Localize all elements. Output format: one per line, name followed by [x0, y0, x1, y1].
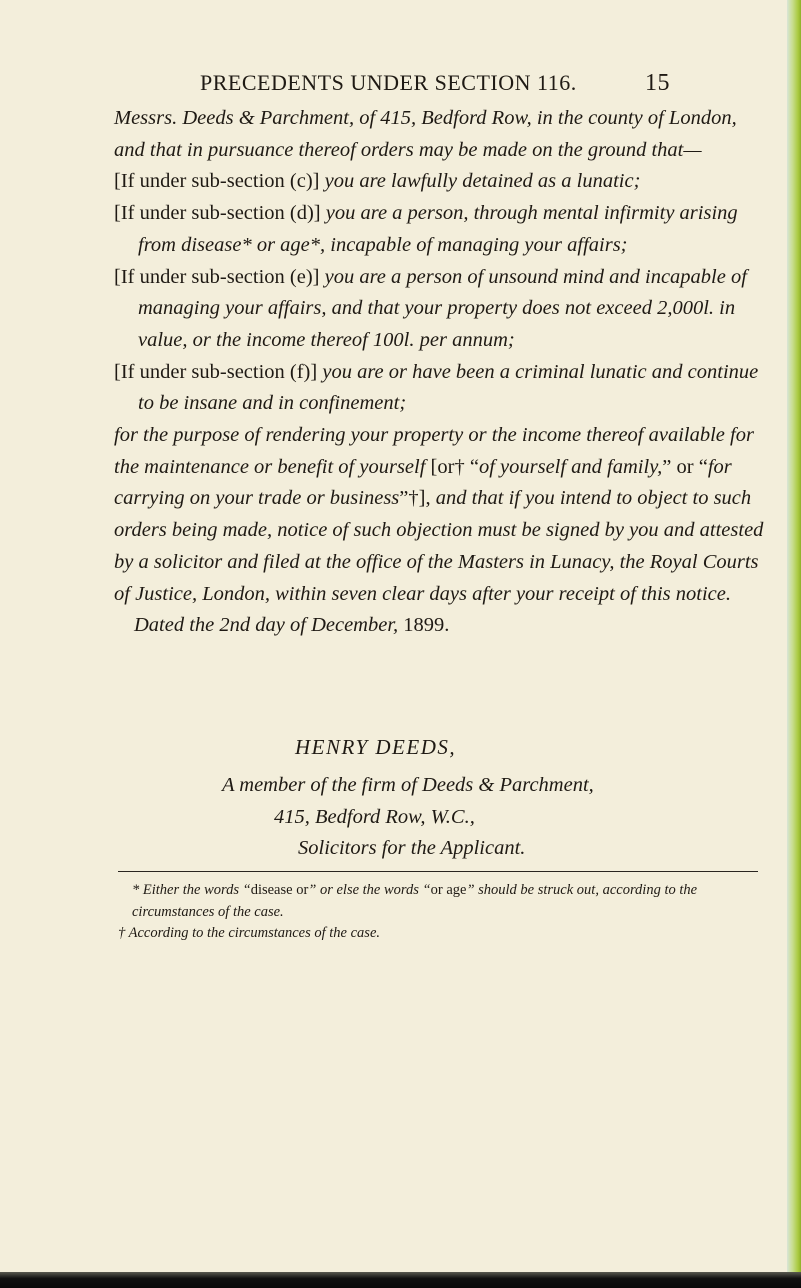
clause-sub-section-e	[114, 262, 764, 357]
purpose-bracket-close: ”†],	[399, 487, 431, 510]
purpose-option-trade: for carrying on your trade or business	[114, 455, 732, 510]
footnote-1-e: ” should be struck out, according to the circumstances of the case.	[132, 882, 698, 920]
clause-text: you are lawfully detained as a lunatic;	[319, 170, 641, 193]
clause-ref: [If under sub-section (d)]	[114, 202, 321, 225]
running-title: PRECEDENTS UNDER SECTION 116.	[200, 70, 577, 95]
footnote-1-c: ” or else the words “	[308, 882, 431, 898]
signature-name: HENRY DEEDS,	[295, 735, 457, 759]
purpose-option-family: of yourself and family,	[478, 455, 663, 478]
footnote-1-b: disease or	[250, 882, 309, 898]
purpose-part1: for the purpose of rendering your property or the income thereof available for the maintenance or benefit of yourself	[114, 424, 754, 478]
running-header	[200, 70, 670, 97]
footnote-1-a: * Either the words “	[132, 882, 251, 898]
clause-ref: [If under sub-section (c)]	[114, 170, 320, 193]
purpose-bracket-open: [or† “	[430, 455, 479, 478]
page-edge-right	[787, 0, 801, 1288]
signature-block	[222, 770, 762, 865]
dated-year: 1899.	[398, 614, 450, 637]
clause-sub-section-c	[114, 166, 764, 198]
signature-line-2: 415, Bedford Row, W.C.,	[274, 805, 475, 828]
clause-ref: [If under sub-section (e)]	[114, 265, 320, 288]
clause-sub-section-d	[114, 198, 764, 261]
footnote-1-d: or age	[430, 882, 467, 898]
notice-body	[114, 103, 764, 642]
dated-line	[114, 610, 764, 642]
clause-text: you are a person of unsound mind and incapable of managing your affairs, and that your property does not exceed 2,000l. in value, or the income thereof 100l. per annum;	[138, 265, 747, 351]
footnotes	[114, 880, 762, 945]
clause-sub-section-f	[114, 357, 764, 420]
page-edge-bottom	[0, 1272, 801, 1288]
page-number: 15	[645, 70, 670, 96]
purpose-mid: ” or “	[662, 455, 708, 478]
signature-line-3: Solicitors for the Applicant.	[298, 837, 526, 859]
purpose-part2: and that if you intend to object to such orders being made, notice of such objection must be signed by you and attested by a solicitor and filed at the office of the Masters in Lunacy, the Royal Courts of Justice, London, within seven clear days after your receipt of this notice.	[114, 487, 764, 605]
signature-line-1: A member of the firm of Deeds & Parchment,	[222, 774, 594, 796]
clause-text: you are a person, through mental infirmity arising from disease* or age*, incapable of managing your affairs;	[138, 202, 738, 256]
dated-prefix: Dated the 2nd day of December,	[134, 614, 399, 637]
clause-text: you are or have been a criminal lunatic and continue to be insane and in confinement;	[138, 360, 759, 415]
footnote-2: † According to the circumstances of the case.	[118, 925, 381, 941]
clause-ref: [If under sub-section (f)]	[114, 360, 318, 383]
footnote-1	[114, 880, 762, 923]
footnote-divider	[118, 871, 758, 872]
purpose-paragraph	[114, 420, 764, 610]
opening-paragraph: Messrs. Deeds & Parchment, of 415, Bedford Row, in the county of London, and that in pursuance thereof orders may be made on the ground that—	[114, 107, 737, 161]
